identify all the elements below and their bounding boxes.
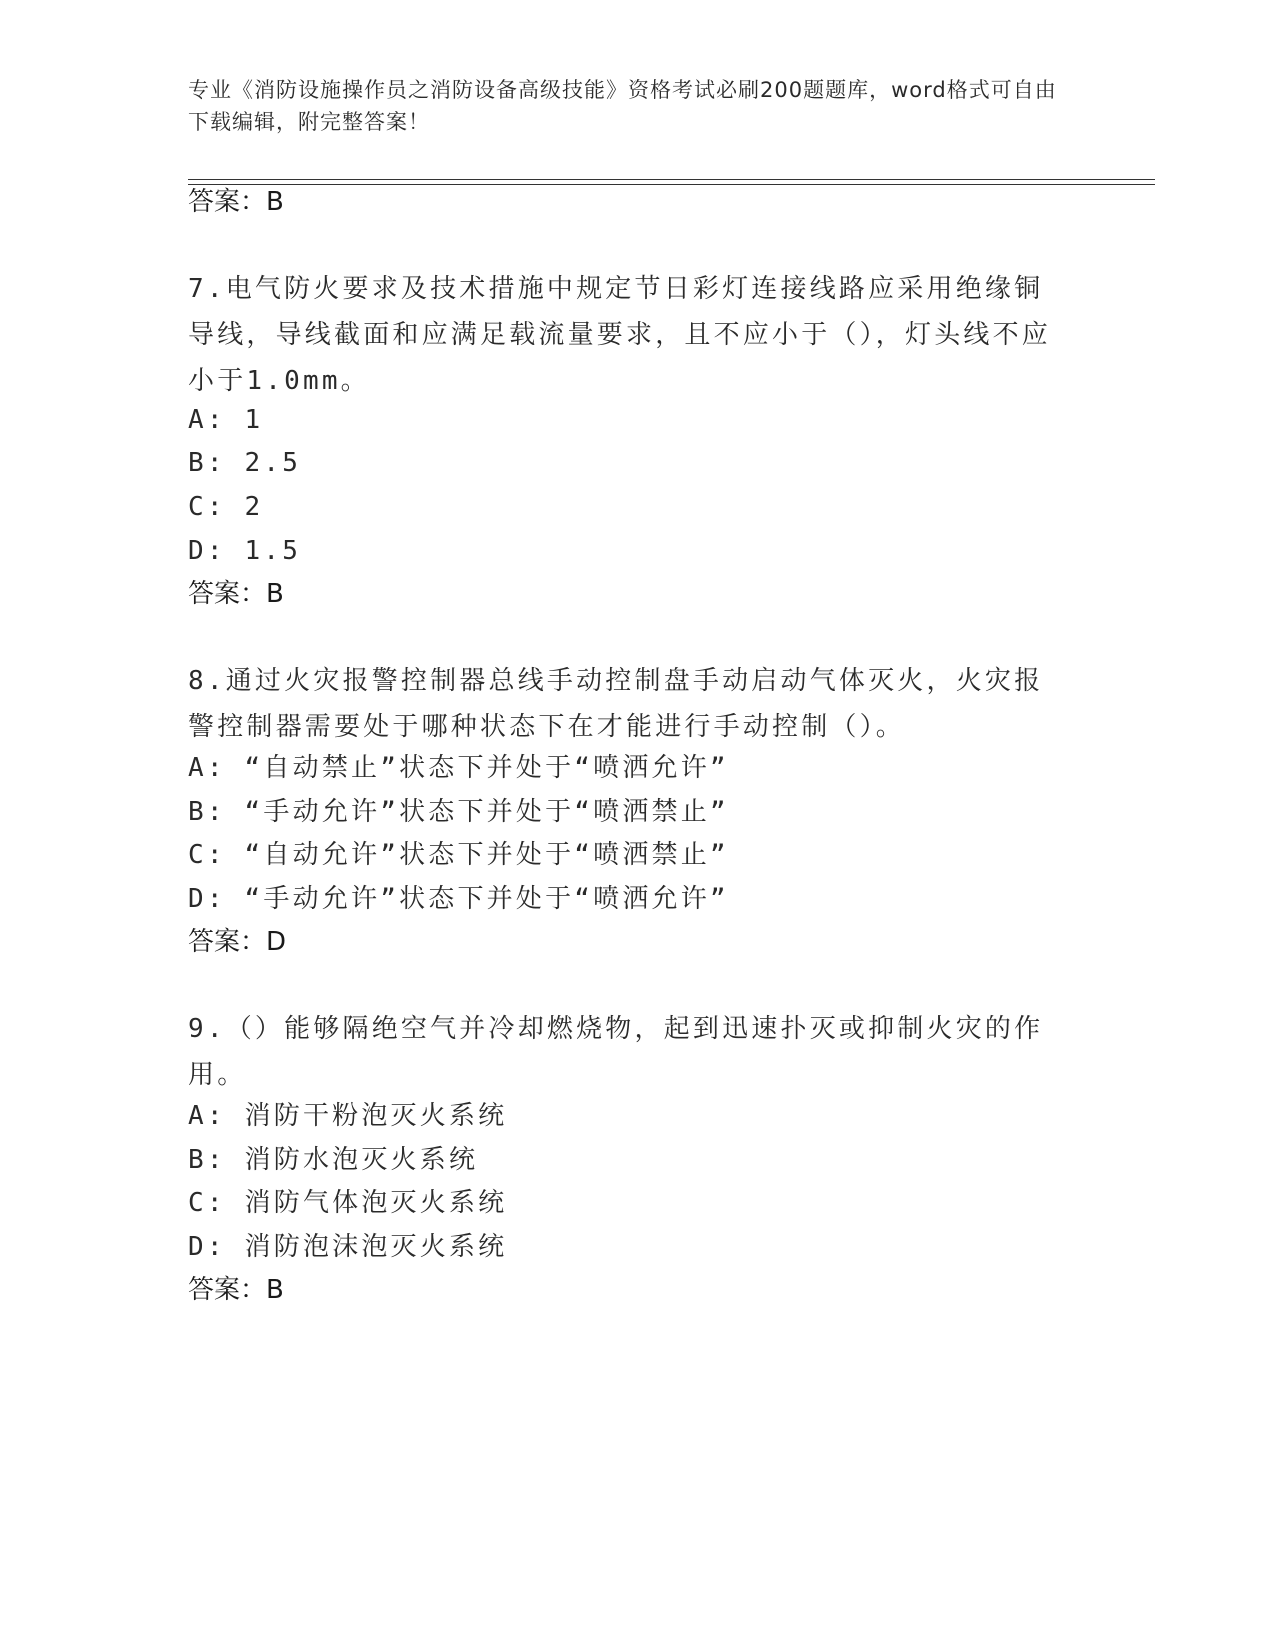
previous-answer: 答案：B	[188, 187, 284, 217]
question-9-option-c: C: 消防气体泡灭火系统	[188, 1188, 508, 1218]
question-8-option-a: A: “自动禁止”状态下并处于“喷洒允许”	[188, 753, 729, 783]
question-7-option-c: C: 2	[188, 492, 264, 522]
question-7-option-b: B: 2.5	[188, 448, 302, 478]
header-divider-bottom	[188, 184, 1155, 185]
question-8-text: 8.通过火灾报警控制器总线手动控制盘手动启动气体灭火，火灾报警控制器需要处于哪种状态下在才能进行手动控制（）。	[188, 666, 1044, 742]
header-divider-top	[188, 179, 1155, 180]
question-9-answer: 答案：B	[188, 1275, 284, 1305]
question-7-text: 7.电气防火要求及技术措施中规定节日彩灯连接线路应采用绝缘铜导线，导线截面和应满足载流量要求，且不应小于（），灯头线不应小于1.0mm。	[188, 274, 1052, 396]
question-9-text: 9.（）能够隔绝空气并冷却燃烧物，起到迅速扑灭或抑制火灾的作用。	[188, 1014, 1044, 1090]
question-9-option-a: A: 消防干粉泡灭火系统	[188, 1101, 508, 1131]
question-8-option-d: D: “手动允许”状态下并处于“喷洒允许”	[188, 884, 729, 914]
question-9-option-d: D: 消防泡沫泡灭火系统	[188, 1232, 508, 1262]
question-9-option-b: B: 消防水泡灭火系统	[188, 1145, 479, 1175]
question-8-option-b: B: “手动允许”状态下并处于“喷洒禁止”	[188, 797, 729, 827]
question-7-option-d: D: 1.5	[188, 536, 302, 566]
question-8-answer: 答案：D	[188, 927, 287, 957]
question-7-option-a: A: 1	[188, 405, 264, 435]
document-header: 专业《消防设施操作员之消防设备高级技能》资格考试必刷200题题库，word格式可自由下载编辑，附完整答案！	[188, 78, 1057, 134]
question-8-option-c: C: “自动允许”状态下并处于“喷洒禁止”	[188, 840, 729, 870]
question-7-answer: 答案：B	[188, 579, 284, 609]
